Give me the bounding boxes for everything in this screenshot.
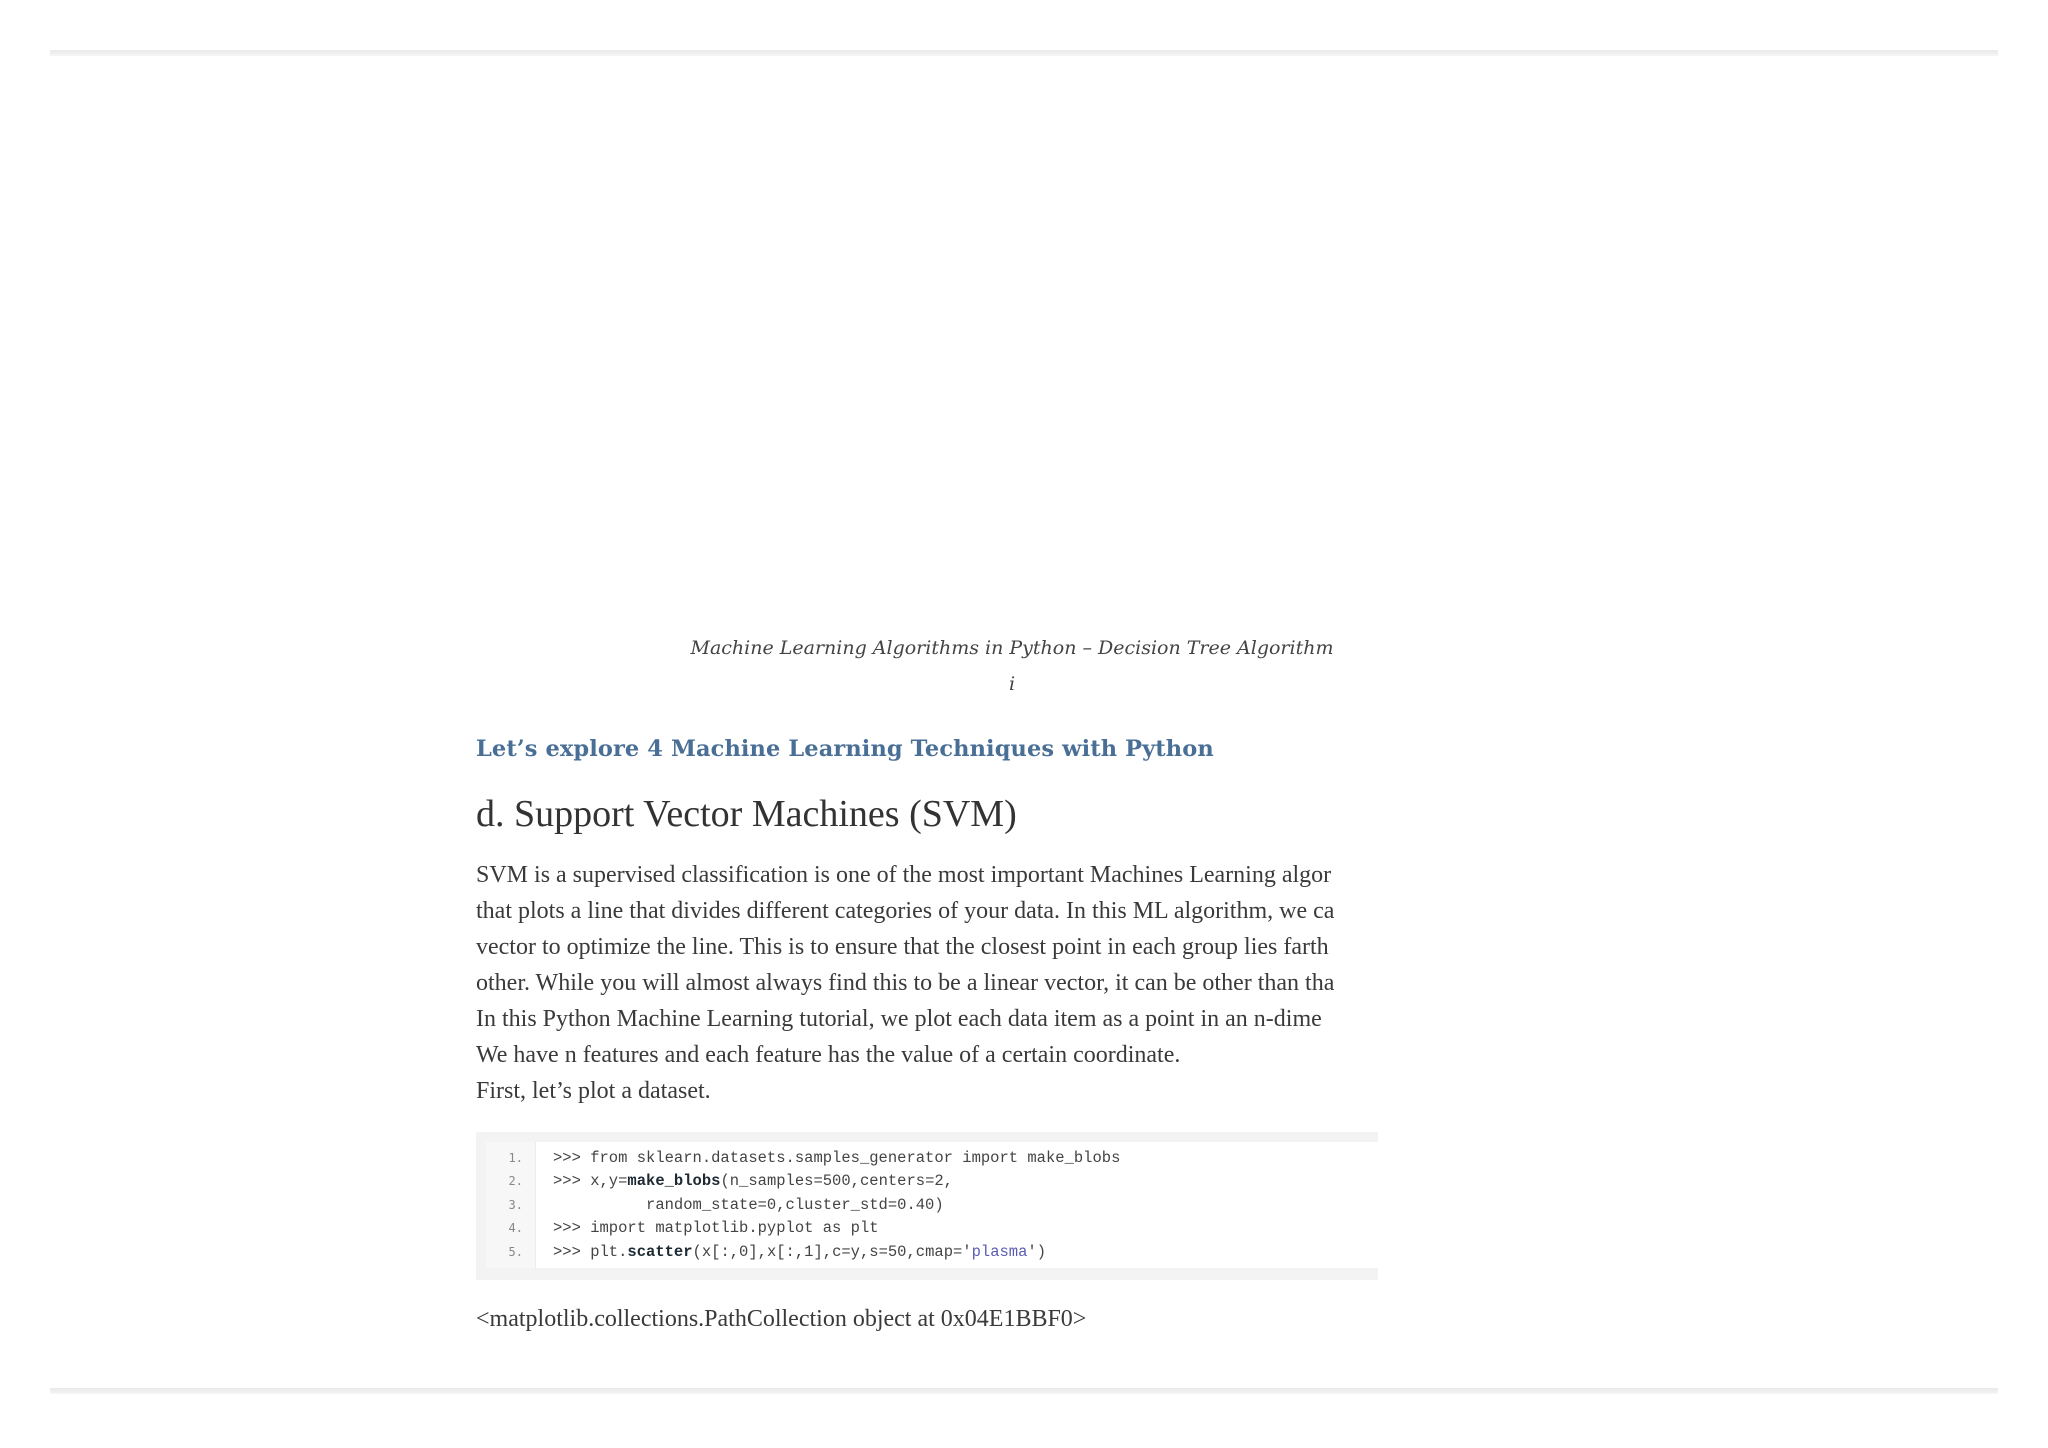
line-number: 2. <box>508 1174 523 1189</box>
decision-tree-figure <box>476 60 1570 620</box>
code-token: ') <box>1027 1242 1047 1261</box>
body-line: First, let’s plot a dataset. <box>476 1078 711 1104</box>
line-number: 1. <box>508 1151 523 1165</box>
code-token: (n_samples=500,centers=2, <box>720 1172 953 1191</box>
section-body <box>476 857 1378 1109</box>
code-token: >>> plt. <box>553 1242 628 1261</box>
code-string-token: plasma <box>971 1242 1028 1261</box>
body-line: vector to optimize the line. This is to ensure that the closest point in each group lies farth <box>476 934 1329 960</box>
code-function-token: scatter <box>627 1242 693 1261</box>
page-bottom-border <box>50 1388 1998 1394</box>
line-number: 4. <box>508 1221 523 1236</box>
code-output: <matplotlib.collections.PathCollection object at 0x04E1BBF0> <box>476 1306 1087 1332</box>
related-article-link[interactable]: Let’s explore 4 Machine Learning Techniques with Python <box>476 736 1214 762</box>
code-line-3: random_state=0,cluster_std=0.40) <box>553 1195 944 1214</box>
code-block[interactable] <box>476 1132 1378 1280</box>
line-number-gutter <box>486 1142 536 1268</box>
body-line: In this Python Machine Learning tutorial, we plot each data item as a point in an n-dime <box>476 1006 1322 1032</box>
code-token: >>> x,y= <box>553 1172 628 1191</box>
code-line-2 <box>553 1170 1120 1193</box>
body-line: We have n features and each feature has the value of a certain coordinate. <box>476 1042 1181 1068</box>
code-line-1: >>> from sklearn.datasets.samples_generator import make_blobs <box>553 1149 1121 1167</box>
article-column <box>476 730 1378 1350</box>
body-line: that plots a line that divides different categories of your data. In this ML algorithm, we ca <box>476 898 1335 924</box>
section-heading: d. Support Vector Machines (SVM) <box>476 793 1017 835</box>
code-line-5 <box>553 1241 1120 1264</box>
body-line: SVM is a supervised classification is one of the most important Machines Learning algor <box>476 862 1332 888</box>
code-token: (x[:,0],x[:,1],c=y,s=50,cmap=' <box>692 1242 972 1261</box>
body-line: other. While you will almost always find this to be a linear vector, it can be other than tha <box>476 970 1335 996</box>
line-number: 3. <box>508 1197 523 1212</box>
code-container <box>486 1142 1378 1268</box>
line-number: 5. <box>508 1244 523 1259</box>
code-function-token: make_blobs <box>627 1172 721 1191</box>
figure-caption: Machine Learning Algorithms in Python – Decision Tree Algorithm <box>690 637 1334 659</box>
code-line-4: >>> import matplotlib.pyplot as plt <box>553 1219 879 1238</box>
figure-caption-marker: i <box>1008 673 1016 695</box>
page-top-border <box>50 50 1998 56</box>
code-lines <box>536 1142 1120 1268</box>
